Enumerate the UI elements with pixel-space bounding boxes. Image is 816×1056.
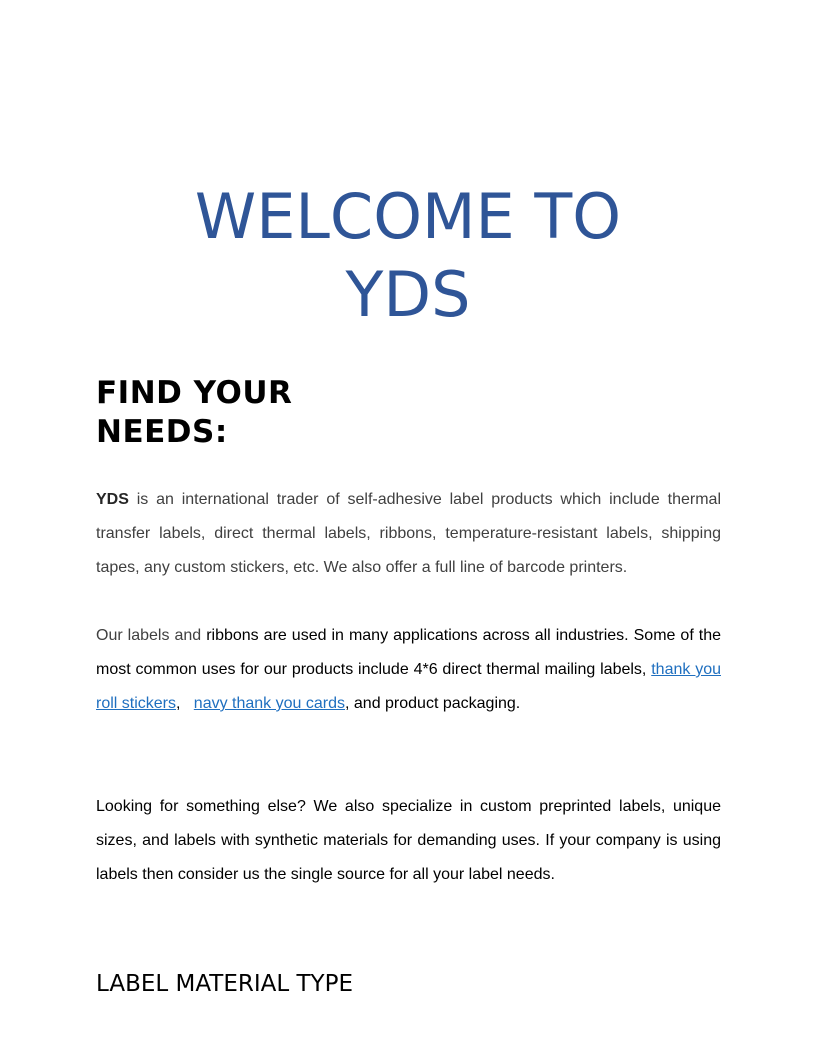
brand-name: YDS: [96, 491, 129, 508]
uses-paragraph: [96, 619, 721, 721]
thank-you-roll-stickers-link[interactable]: thank you roll stickers: [96, 661, 721, 712]
section-heading-line-1: FIND YOUR: [96, 375, 293, 411]
page-title: [96, 178, 720, 334]
links-separator: ,: [176, 695, 194, 712]
label-material-type-heading: LABEL MATERIAL TYPE: [96, 971, 354, 997]
uses-paragraph-text: ribbons are used in many applications across all industries. Some of the most common uses for our products include 4*6 direct thermal mailing labels,: [96, 627, 722, 678]
section-heading-find-your-needs: [96, 374, 416, 452]
intro-paragraph-text: is an international trader of self-adhesive label products which include thermal transfer labels, direct thermal labels, ribbons, temperature-resistant labels, shipping tapes, any custom stickers, etc. We also offer a full line of barcode printers.: [96, 491, 721, 576]
page-title-line-1: WELCOME TO: [194, 180, 622, 253]
custom-labels-paragraph: [96, 790, 721, 892]
section-heading-line-2: NEEDS:: [96, 414, 228, 450]
navy-thank-you-cards-link[interactable]: navy thank you cards: [193, 695, 345, 712]
intro-paragraph: [96, 483, 721, 585]
uses-paragraph-lead: Our labels and: [96, 627, 202, 644]
page-title-line-2: YDS: [345, 258, 471, 331]
uses-paragraph-tail: , and product packaging.: [345, 695, 521, 712]
custom-labels-paragraph-text: Looking for something else? We also specialize in custom preprinted labels, unique sizes, and labels with synthetic materials for demanding uses. If your company is using labels then consider us the single source for all your label needs.: [96, 798, 721, 883]
